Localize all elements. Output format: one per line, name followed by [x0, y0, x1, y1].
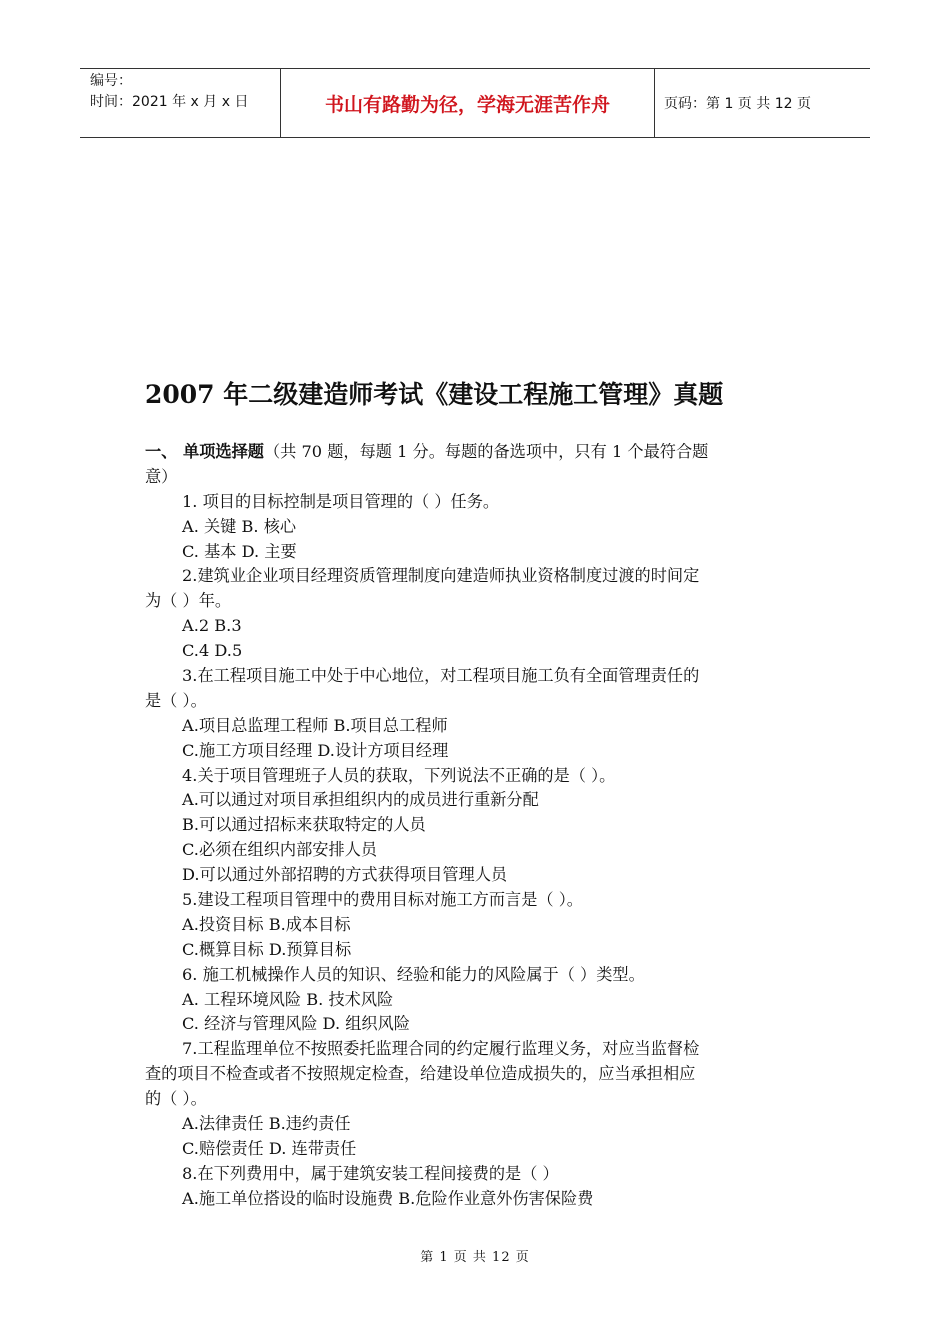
text-line: C. 经济与管理风险 D. 组织风险 [182, 1014, 410, 1034]
text-line: 的（ ）。 [145, 1089, 207, 1109]
section-description-cont: 意） [145, 466, 178, 486]
text-line: 4.关于项目管理班子人员的获取，下列说法不正确的是（ ）。 [182, 765, 616, 785]
text-line: 2.建筑业企业项目经理资质管理制度向建造师执业资格制度过渡的时间定 [182, 566, 700, 586]
section-description: （共 70 题，每题 1 分。每题的备选项中，只有 1 个最符合题 [263, 442, 709, 461]
document-body [145, 440, 805, 1212]
text-line: 7.工程监理单位不按照委托监理合同的约定履行监理义务，对应当监督检 [182, 1039, 700, 1059]
text-line: A.可以通过对项目承担组织内的成员进行重新分配 [182, 790, 539, 810]
text-line: 3.在工程项目施工中处于中心地位，对工程项目施工负有全面管理责任的 [182, 666, 700, 686]
text-line: A.项目总监理工程师 B.项目总工程师 [182, 715, 448, 735]
text-line: C.必须在组织内部安排人员 [182, 840, 378, 860]
section-heading [145, 440, 805, 465]
text-line: 为（ ）年。 [145, 591, 232, 611]
text-line: A. 工程环境风险 B. 技术风险 [182, 989, 394, 1009]
text-line: C.施工方项目经理 D.设计方项目经理 [182, 740, 449, 760]
text-line: A.法律责任 B.违约责任 [182, 1114, 351, 1134]
text-line: B.可以通过招标来获取特定的人员 [182, 815, 426, 835]
page-header [80, 68, 870, 138]
text-line: C.赔偿责任 D. 连带责任 [182, 1138, 357, 1158]
text-line: 查的项目不检查或者不按照规定检查，给建设单位造成损失的，应当承担相应 [145, 1064, 696, 1084]
date-label: 时间：2021 年 x 月 x 日 [90, 94, 249, 110]
text-line: A.投资目标 B.成本目标 [182, 914, 351, 934]
text-line: 是（ ）。 [145, 690, 207, 710]
header-slogan: 书山有路勤为径，学海无涯苦作舟 [281, 69, 655, 137]
text-line: A. 关键 B. 核心 [182, 516, 297, 536]
page-footer: 第 1 页 共 12 页 [420, 1250, 530, 1265]
header-meta [80, 69, 281, 137]
text-line: A.2 B.3 [182, 616, 242, 636]
text-line: A.施工单位搭设的临时设施费 B.危险作业意外伤害保险费 [182, 1188, 594, 1208]
text-line: C.概算目标 D.预算目标 [182, 939, 352, 959]
question-lines [145, 490, 805, 1212]
text-line: 5.建设工程项目管理中的费用目标对施工方而言是（ ）。 [182, 890, 583, 910]
header-page-label: 页码：第 1 页 共 12 页 [664, 96, 811, 112]
text-line: 1. 项目的目标控制是项目管理的（ ）任务。 [182, 491, 500, 511]
section-label: 一、 单项选择题 [145, 442, 264, 461]
text-line: 6. 施工机械操作人员的知识、经验和能力的风险属于（ ）类型。 [182, 964, 645, 984]
document-title: 2007 年二级建造师考试《建设工程施工管理》真题 [145, 380, 724, 409]
text-line: D.可以通过外部招聘的方式获得项目管理人员 [182, 865, 508, 885]
text-line: 8.在下列费用中，属于建筑安装工程间接费的是（ ） [182, 1163, 559, 1183]
text-line: C.4 D.5 [182, 641, 243, 661]
text-line: C. 基本 D. 主要 [182, 541, 297, 561]
number-label: 编号： [90, 73, 132, 89]
